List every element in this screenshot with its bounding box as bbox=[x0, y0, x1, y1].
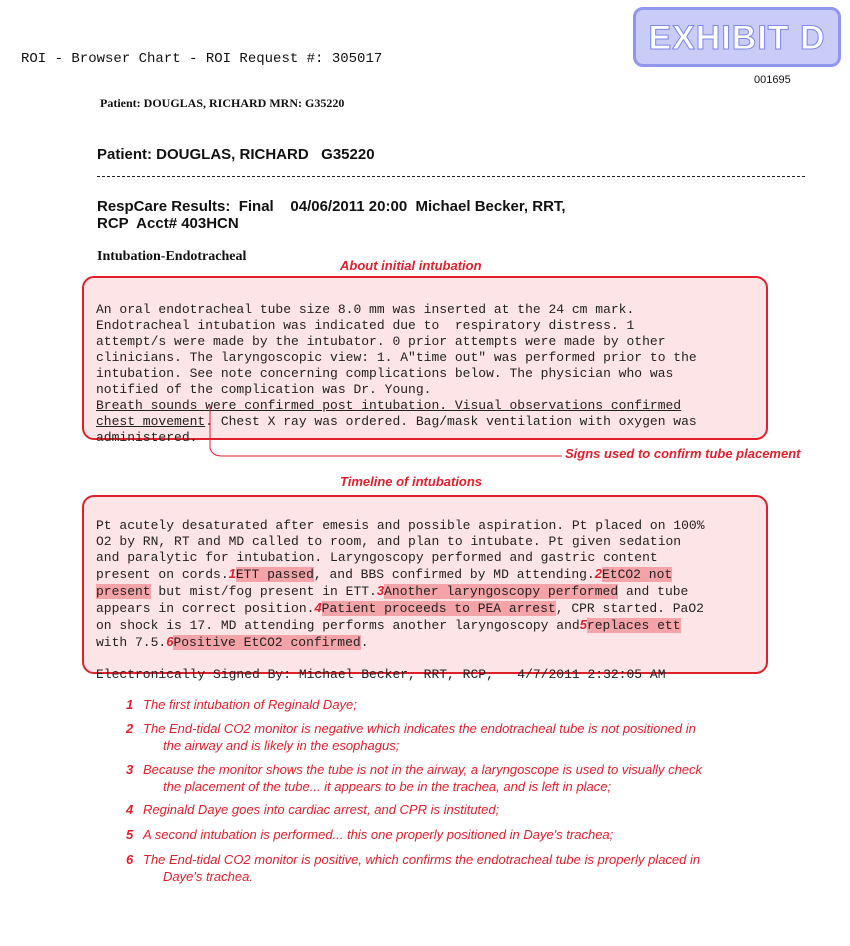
label-initial-intubation: About initial intubation bbox=[340, 258, 482, 273]
highlight-2: EtCO2 not bbox=[601, 567, 673, 582]
note-text: The first intubation of Reginald Daye; bbox=[143, 697, 357, 712]
patient-line-small: Patient: DOUGLAS, RICHARD MRN: G35220 bbox=[100, 96, 345, 110]
note-number: 5 bbox=[126, 827, 134, 842]
box2-line: Pt acutely desaturated after emesis and possible aspiration. Pt placed on 100% bbox=[96, 518, 705, 533]
section-title: Intubation-Endotracheal bbox=[97, 249, 247, 264]
marker-6: 6 bbox=[166, 634, 174, 649]
electronic-signature: Electronically Signed By: Michael Becker, RRT, RCP, 4/7/2011 2:32:05 AM bbox=[96, 667, 666, 682]
note-item bbox=[126, 720, 696, 754]
marker-1: 1 bbox=[228, 566, 236, 581]
note-text-cont: the placement of the tube... it appears to be in the trachea, and is left in place; bbox=[163, 779, 612, 794]
box1-line: . Chest X ray was ordered. Bag/mask ventilation with oxygen was bbox=[205, 414, 697, 429]
box2-line: , and BBS confirmed by MD attending. bbox=[313, 567, 595, 582]
box2-line: O2 by RN, RT and MD called to room, and plan to intubate. Pt given sedation bbox=[96, 534, 682, 549]
note-text: The End-tidal CO2 monitor is positive, which confirms the endotracheal tube is properly placed in bbox=[143, 852, 701, 867]
highlight-6: Positive EtCO2 confirmed bbox=[173, 635, 361, 650]
marker-3: 3 bbox=[376, 583, 385, 598]
results-line-1: RespCare Results: Final 04/06/2011 20:00 Michael Becker, RRT, bbox=[97, 198, 566, 215]
highlight-2-cont: present bbox=[96, 584, 151, 599]
note-number: 3 bbox=[126, 762, 134, 777]
highlight-1: ETT passed bbox=[235, 567, 314, 582]
box1-line: attempt/s were made by the intubator. 0 prior attempts were made by other bbox=[96, 334, 666, 349]
marker-2: 2 bbox=[594, 566, 602, 581]
box2-line: . bbox=[360, 635, 369, 650]
box1-line: An oral endotracheal tube size 8.0 mm was inserted at the 24 cm mark. bbox=[96, 302, 635, 317]
timeline-text bbox=[96, 502, 705, 683]
box2-line: and paralytic for intubation. Laryngoscopy performed and gastric content bbox=[96, 550, 658, 565]
box1-line-underlined: Breath sounds were confirmed post intubation. Visual observations confirmed bbox=[96, 398, 682, 413]
box1-line: notified of the complication was Dr. Young. bbox=[96, 382, 432, 397]
box1-line: Endotracheal intubation was indicated due to respiratory distress. 1 bbox=[96, 318, 635, 333]
note-text: A second intubation is performed... this one properly positioned in Daye's trachea; bbox=[143, 827, 614, 842]
label-signs-confirm: Signs used to confirm tube placement bbox=[565, 446, 801, 461]
note-item bbox=[126, 801, 499, 818]
note-item bbox=[126, 851, 700, 885]
note-text-cont: the airway and is likely in the esophagus; bbox=[163, 738, 400, 753]
note-text-cont: Daye's trachea. bbox=[163, 869, 253, 884]
box2-line: present on cords. bbox=[96, 567, 229, 582]
box2-line: and tube bbox=[618, 584, 689, 599]
highlight-5: replaces ett bbox=[586, 618, 681, 633]
box2-line: but mist/fog present in ETT. bbox=[150, 584, 377, 599]
label-timeline: Timeline of intubations bbox=[340, 474, 483, 489]
box1-line: clinicians. The laryngoscopic view: 1. A"time out" was performed prior to the bbox=[96, 350, 697, 365]
box2-line: on shock is 17. MD attending performs another laryngoscopy and bbox=[96, 618, 580, 633]
note-number: 2 bbox=[126, 721, 134, 736]
note-text: Reginald Daye goes into cardiac arrest, and CPR is instituted; bbox=[143, 802, 500, 817]
highlight-4: Patient proceeds to PEA arrest bbox=[321, 601, 556, 616]
box2-line: appears in correct position. bbox=[96, 601, 315, 616]
box1-line: administered. bbox=[96, 430, 198, 445]
box1-underlined-phrase: chest movement bbox=[96, 414, 206, 429]
header-line: ROI - Browser Chart - ROI Request #: 305017 bbox=[21, 51, 383, 67]
highlight-3: Another laryngoscopy performed bbox=[384, 584, 619, 599]
exhibit-label: EXHIBIT D bbox=[648, 19, 826, 57]
marker-5: 5 bbox=[579, 617, 587, 632]
note-number: 1 bbox=[126, 697, 134, 712]
patient-line-large: Patient: DOUGLAS, RICHARD G35220 bbox=[97, 146, 375, 163]
note-number: 4 bbox=[126, 802, 134, 817]
box2-line: with 7.5. bbox=[96, 635, 167, 650]
note-text: Because the monitor shows the tube is not in the airway, a laryngoscope is used to visually check bbox=[143, 762, 703, 777]
results-line-2: RCP Acct# 403HCN bbox=[97, 215, 239, 232]
page-number: 001695 bbox=[754, 74, 791, 86]
note-text: The End-tidal CO2 monitor is negative which indicates the endotracheal tube is not positioned in bbox=[143, 721, 696, 736]
note-item bbox=[126, 696, 357, 713]
box1-line: intubation. See note concerning complications below. The physician who was bbox=[96, 366, 674, 381]
box2-line: , CPR started. PaO2 bbox=[555, 601, 704, 616]
note-item bbox=[126, 826, 613, 843]
marker-4: 4 bbox=[314, 600, 322, 615]
note-number: 6 bbox=[126, 852, 134, 867]
note-item bbox=[126, 761, 702, 795]
